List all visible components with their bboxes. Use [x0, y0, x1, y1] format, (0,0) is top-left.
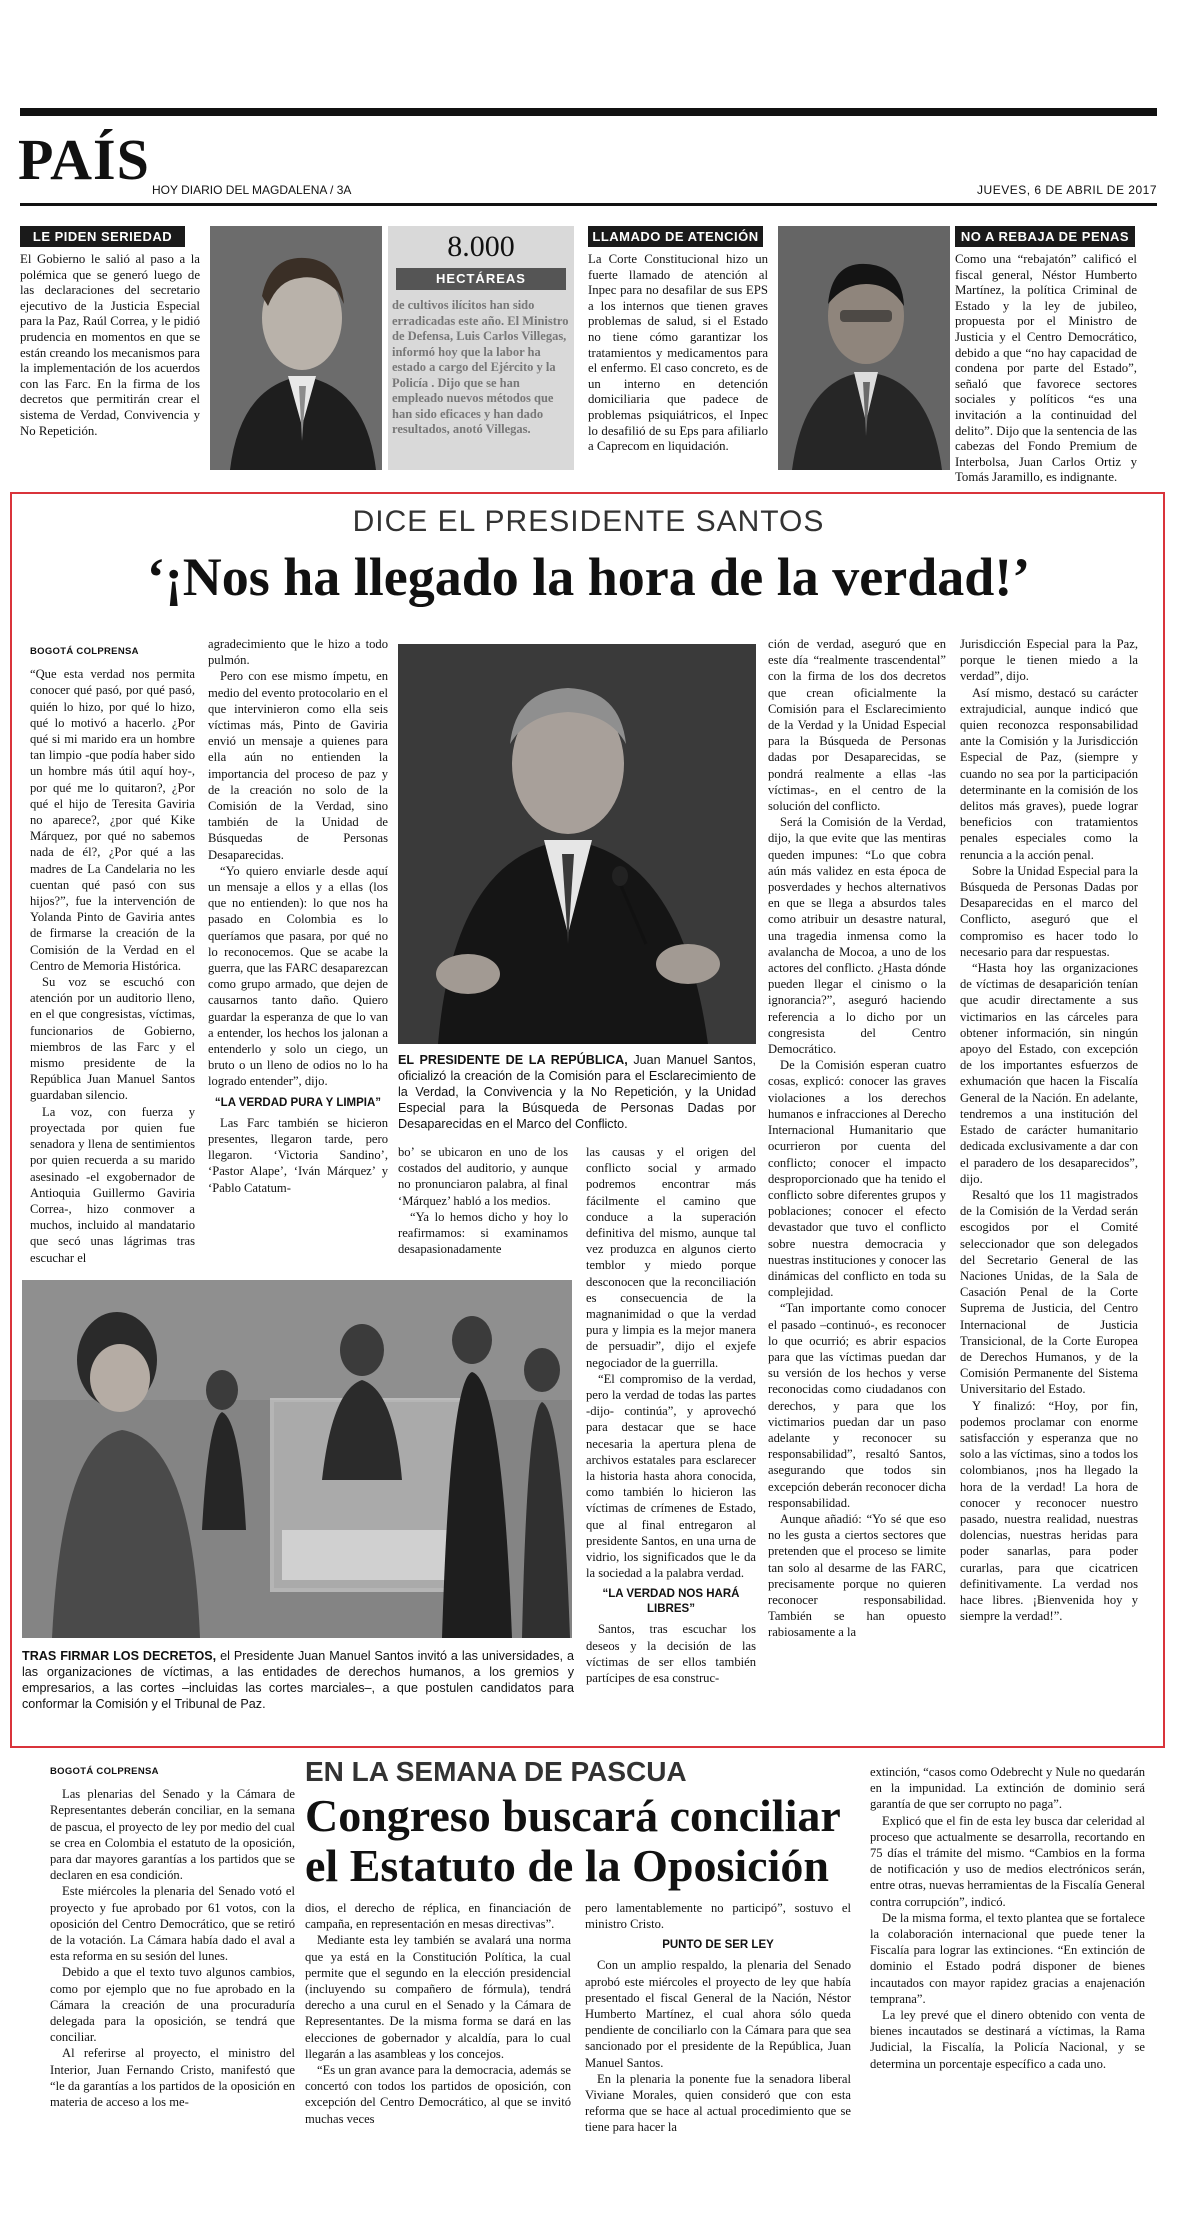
article-paragraph: Será la Comisión de la Verdad, dijo, la que evite que las mentiras queden impunes: “Lo que cobra aún más validez en esta época de posverdades y hechos alternativos en que se llega a absurdos tales como atribuir un desastre natural, una tragedia inmensa como la avalancha de Mocoa, a uno de los actores del conflicto. ¿Hasta dónde pueden llegar el cinismo o la ignorancia?”, aseguró haciendo referencia a lo dicho por un congresista del Centro Democrático. — [768, 815, 946, 1057]
article-dateline: BOGOTÁ COLPRENSA — [30, 646, 139, 657]
article-paragraph: “El compromiso de la verdad, pero la verdad de todas las partes -dijo- continúa”, y aprovechó para destacar que se hace necesaria la apertura plena de archivos estatales para esclarecer la historia hasta ahora conocida, como también lo hicieron las víctimas de crímenes de Estado, que al final entregaron al presidente Santos, en una urna de vidrio, los significados que le da la sociedad a la palabra verdad. — [586, 1371, 756, 1581]
publication-label: HOY DIARIO DEL MAGDALENA / 3A — [152, 183, 352, 197]
article-paragraph: De la misma forma, el texto plantea que se fortalece la colaboración internacional que puede tener la Fiscalía para lograr las extinciones. “En extinción de dominio el Estado podrá disponer de bienes incautados con mayor rapidez gracias a enajenación temprana”. — [870, 1910, 1145, 2006]
section-title: PAÍS — [18, 127, 150, 192]
caption-body: Juan Manuel Santos, oficializó la creación de la Comisión para el Esclarecimiento de la Verdad, la Convivencia y la No Repetición, y la Unidad Especial para la Búsqueda de Personas Dadas por Desaparecidas en el Marco del Conflicto. — [398, 1053, 756, 1131]
second-article-headline: Congreso buscará conciliar — [305, 1790, 841, 1841]
article-paragraph: Sobre la Unidad Especial para la Búsqueda de Personas Dadas por Desaparecidas en el marco del Conflicto, aseguró que el compromiso es hacer todo lo necesario para dar respuestas. — [960, 863, 1138, 959]
article-paragraph: Con un amplio respaldo, la plenaria del Senado aprobó este miércoles el proyecto de ley que había presentado el fiscal General de la Nación, Néstor Humberto Martínez, el cual ahora sólo queda pendiente de conciliarlo con la Cámara para que sea sancionado por el presidente de la República, Juan Manuel Santos. — [585, 1958, 851, 2070]
main-photo-caption — [398, 1052, 756, 1152]
secondary-photo-caption — [22, 1648, 574, 1732]
article-headline: ‘¡Nos ha llegado la hora de la verdad!’ — [146, 547, 1031, 607]
stat-number: 8.000 — [447, 230, 515, 263]
teaser-kicker: LE PIDEN SERIEDAD — [20, 226, 185, 247]
article-paragraph: Explicó que el fin de esta ley busca dar celeridad al proceso que actualmente se desarrolla, recortando en 75 días el trámite del mismo. “Cambios en la forma de notificación y uso de medios electrónicos serán, entre otras, nuevas herramientas de la Fiscalía General contra corrupción”, indicó. — [870, 1813, 1145, 1909]
top-rule — [20, 108, 1157, 116]
article-paragraph: Mediante esta ley también se avalará una norma que ya está en la Constitución Política, la cual permite que el segundo en la elección presidencial (incluyendo su compañero de fórmula), tendrá derecho a una curul en el Senado y la Cámara de Representantes. De la misma forma se dará en las elecciones de gobernador y alcaldía, para lo cual llegarán a las asambleas y los concejos. — [305, 1933, 571, 2061]
article-paragraph: En la plenaria la ponente fue la senadora liberal Viviane Morales, quien consideró que con esta reforma que se hace al actual procedimiento que se tiene para hacer la — [585, 2071, 851, 2135]
article-paragraph: Al referirse al proyecto, el ministro del Interior, Juan Fernando Cristo, manifestó que “le da garantías a los partidos de la oposición en materia de acceso a los me- — [50, 2046, 295, 2110]
article-paragraph: “Tan importante como conocer el pasado –continuó-, es reconocer lo que ocurrió; es abrir espacios para que las víctimas puedan dar su versión de los hechos y verse reconocidas como ciudadanos con derechos, y para que los victimarios puedan dar un paso adelante y reconocer su responsabilidad”, resaltó Santos, asegurando que todos sin excepción deberán reconocer dicha responsabilidad. — [768, 1301, 946, 1510]
article-column — [208, 636, 388, 1278]
article-column — [585, 1900, 851, 2216]
article-paragraph: Pero con ese mismo ímpetu, en medio del evento protocolario en el que intervinieron como ella seis víctimas más, Pinto de Gaviria envió un mensaje a quienes para ella aún no entienden la importancia del proceso de paz y de la creación no solo de la Comisión de la Verdad, sino también de la Unidad de Búsquedas de Personas Desaparecidas. — [208, 669, 388, 862]
article-paragraph: Debido a que el texto tuvo algunos cambios, como por ejemplo que no fue aprobado en la Cámara la creación de una procuraduría delegada para la oposición, se tendrá que conciliar. — [50, 1965, 295, 2045]
teaser-text: El Gobierno le salió al paso a la polémica que se generó luego de las declaraciones del secretario ejecutivo de la Justicia Especial para la Paz, Raúl Correa, y le pidió prudencia en momentos en que se están creando los mecanismos para la implementación de los acuerdos con las Farc. En la firma de los decretos que permitirán crear el sistema de Verdad, Convivencia y No Repetición. — [20, 252, 200, 438]
article-column — [30, 644, 195, 1265]
article-subheading: “LA VERDAD PURA Y LIMPIA” — [214, 1096, 382, 1109]
article-paragraph: Las Farc también se hicieron presentes, llegaron tarde, pero llegaron. ‘Victoria Sandino’, ‘Pastor Alape’, ‘Iván Márquez’ y ‘Pablo Catatum- — [208, 1115, 388, 1195]
article-paragraph: Las plenarias del Senado y la Cámara de Representantes deberán conciliar, en la semana de pascua, el proyecto de ley por medio del cual se crea en Colombia el estatuto de la oposición, para dar mayores garantías a los partidos que se declaren en esa condición. — [50, 1787, 295, 1883]
article-paragraph: bo’ se ubicaron en uno de los costados del auditorio, y aunque no pronunciaron palabra, al final ‘Márquez’ habló a los medios. — [398, 1145, 568, 1208]
article-column — [305, 1900, 571, 2216]
article-subheading: PUNTO DE SER LEY — [662, 1939, 774, 1952]
article-paragraph: “Hasta hoy las organizaciones de víctimas de desaparición tenían que acudir directamente a sus victimarios en las cárceles para obtener información, sin ningún apoyo del Estado, con excepción de los importantes esfuerzos de exhumación que hacen la Fiscalía General de la Nación. En adelante, tendremos a una institución del Estado de carácter humanitario dedicada exclusivamente a dar con el paradero de los desaparecidos”, dijo. — [960, 961, 1138, 1186]
article-paragraph: Santos, tras escuchar los deseos y la decisión de las víctimas de ser ellos también partícipes de esa construc- — [586, 1622, 756, 1686]
article-paragraph: La ley prevé que el dinero obtenido con venta de bienes incautados se destinará a víctimas, la Rama Judicial, la Fiscalía, la Policía Nacional, y se determina un porcentaje específico a cada uno. — [870, 2008, 1145, 2071]
teaser-kicker: NO A REBAJA DE PENAS — [955, 226, 1135, 247]
article-column — [398, 1144, 568, 1264]
second-article-headline: el Estatuto de la Oposición — [305, 1840, 829, 1891]
teaser-photo-portrait — [210, 226, 382, 470]
teaser-kicker: LLAMADO DE ATENCIÓN — [588, 226, 763, 247]
article-paragraph: Este miércoles la plenaria del Senado votó el proyecto y fue aprobado por 61 votos, con la oposición del Centro Democrático, que se retiró de la votación. La Cámara había dado el aval a esta reforma en su sesión del lunes. — [50, 1884, 295, 1964]
teaser-text: La Corte Constitucional hizo un fuerte llamado de atención al Inpec para no desafilar de sus EPS a los internos que tienen graves problemas de salud, si el Estado no tiene cómo garantizar los tratamientos y medicamentos para el enfermo. El caso concreto, es de un interno en detención domiciliaria que padece de problemas psiquiátricos, el Inpec lo desafilió de su Eps para afiliarlo a Caprecom en liquidación. — [588, 252, 768, 454]
article-paragraph: Jurisdicción Especial para la Paz, porque le tienen miedo a la verdad”, dijo. — [960, 637, 1138, 684]
article-paragraph: extinción, “casos como Odebrecht y Nule no quedarán en la impunidad. La extinción de dominio será garantía de que ser corrupto no paga”. — [870, 1765, 1145, 1812]
article-paragraph: Así mismo, destacó su carácter extrajudicial, aunque indicó que quien reconozca responsabilidad ante la Comisión y la Jurisdicción Especial de Paz, (siempre y cuando no sea por la participación determinante en la comisión de los delitos más graves), puede lograr beneficios con tratamientos penales especiales como la renuncia a la acción penal. — [960, 685, 1138, 862]
article-column — [586, 1144, 756, 1740]
article-paragraph: dios, el derecho de réplica, en financiación de campaña, en representación en mesas directivas”. — [305, 1901, 571, 1932]
article-paragraph: “Es un gran avance para la democracia, además se concertó con todos los partidos de oposición, con excepción del Centro Democrático, al que se invitó muchas veces — [305, 2063, 571, 2126]
article-paragraph: Y finalizó: “Hoy, por fin, podemos proclamar con enorme satisfacción y esperanza que no solo a las víctimas, sino a todos los colombianos, ¡nos ha llegado la hora de la verdad! La hora de conocer y reconocer nuestro pasado, nuestra realidad, nuestras dolencias, nuestras heridas para poder sanarlas, para poder curarlas, para que cicatricen definitivamente. La verdad nos hace libres. ¡Bienvenida hoy y siempre la verdad!”. — [960, 1398, 1138, 1624]
article-paragraph: “Que esta verdad nos permita conocer qué pasó, por qué pasó, quién lo hizo, por qué lo hizo, qué lo motivó a hacerlo. ¿Por qué si mi marido era un hombre tan limpio -que podía haber sido un hombre más útil aquí hoy-, por qué me lo quitaron?, ¿Por qué el hijo de Teresita Gaviria no aparece?, ¿por qué Kike Márquez, por qué no sabemos nada de él?, ¿Por qué a las madres de La Candelaria no les cuentan qué pasó con sus hijos?”, fue la intervención de Yolanda Pinto de Gaviria antes de firmarse la creación de la Comisión de la Verdad en el Centro de Memoria Histórica. — [30, 667, 195, 973]
article-secondary-photo — [22, 1280, 572, 1638]
article-paragraph: Resaltó que los 11 magistrados de la Comisión de la Verdad serán escogidos por el Comité seleccionador que son delegados del Secretario General de las Naciones Unidas, de la Sala de Casación Penal de la Corte Suprema de Justicia, del Centro Internacional de Justicia Transicional, de la Corte Europea de Derechos Humanos, y de la Comisión Permanente del Sistema Universitario del Estado. — [960, 1187, 1138, 1397]
teaser-text: Como una “rebajatón” calificó el fiscal general, Néstor Humberto Martínez, la política Criminal de Estado y la ley de jubileo, propuesta por el Ministro de Justicia y el Centro Democrático, debido a que “no hay capacidad de condena por parte del Estado”, señaló que favorece sectores sociales y políticos “es una invitación a la continuidad del delito”. Dijo que la sentencia de las cabezas del Fondo Premium de Interbolsa, Juan Carlos Ortiz y Tomás Jaramillo, es indignante. — [955, 252, 1137, 485]
article-paragraph: Su voz se escuchó con atención por un auditorio lleno, en el que congresistas, víctimas, funcionarios de Gobierno, miembros de las Farc y el mismo presidente de la República Juan Manuel Santos guardaban silencio. — [30, 975, 195, 1103]
article-main-photo — [398, 644, 756, 1044]
article-paragraph: ción de verdad, aseguró que en este día “realmente trascendental” con la firma de los dos decretos que crean oficialmente la Comisión para el Esclarecimiento de la Verdad y la Unidad Especial para la Búsqueda de Personas dadas por Desaparecidas, se pondrá realmente a ellas -las víctimas-, en el centro de la solución del conflicto. — [768, 637, 946, 814]
article-paragraph: De la Comisión esperan cuatro cosas, explicó: conocer las graves violaciones a los derechos humanos e infracciones al Derecho Internacional Humanitario que ocurrieron por cuenta del conflicto; conocer el impacto desproporcionado que ha tenido el conflicto sobre diferentes grupos y poblaciones; conocer el efecto devastador que tuvo el conflicto sobre nuestra democracia y nuestras instituciones y conocer las dinámicas del conflicto en toda su complejidad. — [768, 1058, 946, 1300]
masthead-rule — [20, 203, 1157, 206]
article-column — [768, 636, 946, 1736]
second-article-kicker: EN LA SEMANA DE PASCUA — [305, 1756, 687, 1787]
article-column — [50, 1764, 295, 2216]
article-column — [960, 636, 1138, 1736]
teaser-photo-portrait — [778, 226, 950, 470]
article-paragraph: La voz, con fuerza y proyectada por quien fue senadora y llena de sentimientos por quien recuerda a su marido asesinado -el exgobernador de Antioquia Guillermo Gaviria Correa-, hizo conmover a muchos, incluido al mandatario que secó unas lágrimas tras escuchar el — [30, 1104, 195, 1265]
article-kicker: DICE EL PRESIDENTE SANTOS — [352, 505, 825, 538]
issue-date: JUEVES, 6 DE ABRIL DE 2017 — [977, 183, 1157, 197]
article-subheading: “LA VERDAD NOS HARÁ LIBRES” — [602, 1588, 740, 1616]
article-paragraph: “Yo quiero enviarle desde aquí un mensaje a ellos y a ellas (los que no entienden): lo que nos ha pasado en Colombia es lo queríamos que pasara, por qué no lo reconocemos. Que se acabe la guerra, que las FARC desaparezcan como grupo armado, que dejen de causarnos tanto daño. Quiero guardar la esperanza de que lo van a entender, los hechos los jalonan a entenderlo y solo un ciego, un bruto o un lleno de odios no lo ha logrado entender”, dijo. — [208, 863, 388, 1089]
article-paragraph: las causas y el origen del conflicto social y armado podremos encontrar más fácilmente el camino que conduce a la superación definitiva del mismo, aunque tal vez produzca en algunos cierto temblor y miedo porque desconocen que la reconciliación es consecuencia de la magnanimidad o que la verdad pura y limpia es la mejor manera de persuadir”, dijo el exjefe negociador de la guerrilla. — [586, 1145, 756, 1370]
article-paragraph: agradecimiento que le hizo a todo pulmón. — [208, 637, 388, 668]
stat-label: HECTÁREAS — [396, 268, 566, 290]
stat-text: de cultivos ilícitos han sido erradicadas este año. El Ministro de Defensa, Luis Carlos Villegas, informó hoy que la labor ha estado a cargo del Ejército y la Policía . Dijo que se han empleado nuevos métodos que han sido eficaces y han dado resultados, anotó Villegas. — [392, 298, 569, 436]
caption-lead: EL PRESIDENTE DE LA REPÚBLICA, — [398, 1053, 628, 1067]
article-paragraph: pero lamentablemente no participó”, sostuvo el ministro Cristo. — [585, 1901, 851, 1932]
article-paragraph: “Ya lo hemos dicho y hoy lo reafirmamos: si examinamos desapasionadamente — [398, 1209, 568, 1257]
caption-body: el Presidente Juan Manuel Santos invitó a las universidades, a las organizaciones de víctimas, a las entidades de derechos humanos, a los gremios y empresarios, a las cortes –incluidas las cortes marciales–, a que postulen candidatos para conformar la Comisión y el Tribunal de Paz. — [22, 1649, 574, 1711]
article-paragraph: Aunque añadió: “Yo sé que eso no les gusta a ciertos sectores que pretenden que el proceso se limite tan solo al desarme de las FARC, precisamente porque no quieren reconocer responsabilidad. También se han opuesto rabiosamente a la — [768, 1511, 946, 1640]
article-column — [870, 1764, 1145, 2216]
article-dateline: BOGOTÁ COLPRENSA — [50, 1766, 159, 1777]
caption-lead: TRAS FIRMAR LOS DECRETOS, — [22, 1649, 217, 1663]
